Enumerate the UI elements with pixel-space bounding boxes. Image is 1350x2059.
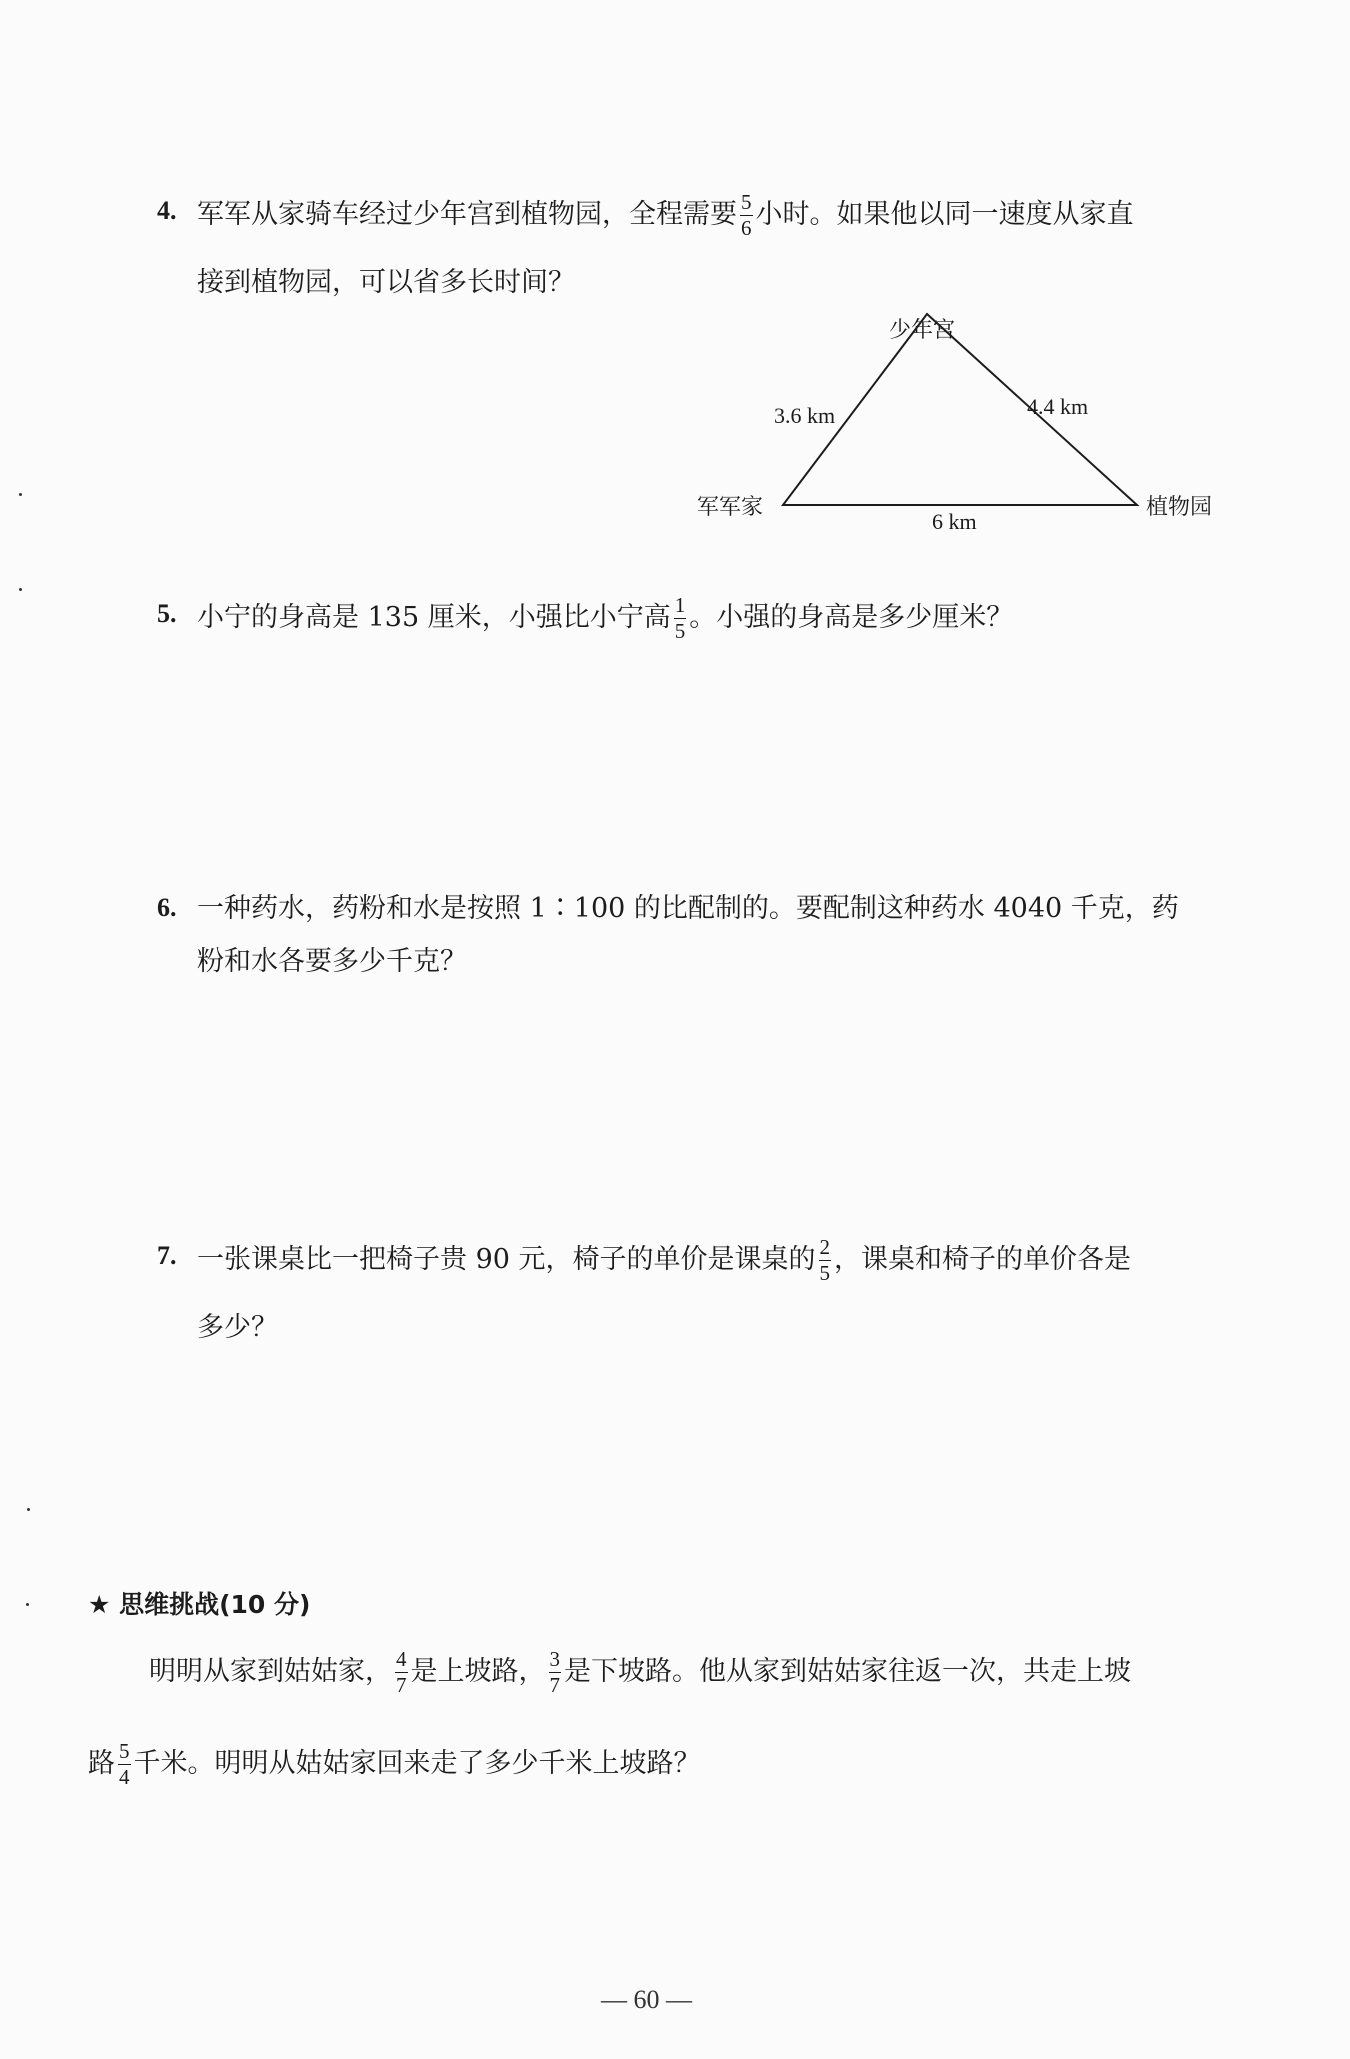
q4-line2: 接到植物园，可以省多长时间？ bbox=[197, 267, 575, 298]
q4-fraction: $\frac{5}{6}$ bbox=[741, 190, 752, 240]
challenge-heading: ★ 思维挑战(10 分) bbox=[88, 1590, 311, 1619]
challenge-fraction-2: $\frac{3}{7}$ bbox=[549, 1647, 560, 1697]
q5-fraction: $\frac{1}{5}$ bbox=[674, 593, 686, 643]
scan-dot bbox=[27, 1508, 30, 1511]
q5-text-a: 小宁的身高是 135 厘米，小强比小宁高 bbox=[197, 602, 671, 633]
q6-number: 6. bbox=[157, 893, 177, 922]
q4-number: 4. bbox=[157, 196, 177, 225]
q7-text-b: ，课桌和椅子的单价各是 bbox=[834, 1244, 1132, 1275]
q5-line1 bbox=[197, 595, 1013, 642]
q7-line2: 多少？ bbox=[197, 1312, 278, 1343]
label-side-left: 3.6 km bbox=[774, 403, 836, 428]
q5-text-b: 。小强的身高是多少厘米？ bbox=[689, 602, 1014, 633]
q5-number: 5. bbox=[157, 599, 177, 628]
scan-dot bbox=[19, 588, 22, 591]
page-number: — 60 — bbox=[601, 1985, 692, 2014]
label-botanical-garden: 植物园 bbox=[1146, 495, 1213, 520]
scan-dot bbox=[26, 1603, 29, 1606]
q6-line1: 一种药水，药粉和水是按照 1∶100 的比配制的。要配制这种药水 4040 千克，药 bbox=[197, 893, 1179, 924]
label-base: 6 km bbox=[932, 509, 977, 534]
q4-text-a: 军军从家骑车经过少年宫到植物园，全程需要 bbox=[197, 199, 737, 230]
label-home: 军军家 bbox=[697, 495, 764, 520]
q4-line1 bbox=[197, 192, 1134, 239]
label-side-right: 4.4 km bbox=[1027, 394, 1089, 419]
q7-text-a: 一张课桌比一把椅子贵 90 元，椅子的单价是课桌的 bbox=[197, 1244, 816, 1275]
scan-dot bbox=[19, 493, 22, 496]
q7-fraction: $\frac{2}{5}$ bbox=[819, 1235, 831, 1285]
challenge-fraction-3: $\frac{5}{4}$ bbox=[119, 1739, 130, 1789]
q7-line1 bbox=[197, 1237, 1131, 1284]
label-youth-palace: 少年宫 bbox=[889, 318, 956, 343]
q7-number: 7. bbox=[157, 1241, 177, 1270]
challenge-line1: 明明从家到姑姑家， $\frac{4}{7}$ 是上坡路， $\frac{3}{7}$ 是下坡路。他从家到姑姑家往返一次，共走上坡 bbox=[149, 1647, 1131, 1697]
q4-text-b: 小时。如果他以同一速度从家直 bbox=[755, 199, 1134, 230]
challenge-fraction-1: $\frac{4}{7}$ bbox=[396, 1647, 407, 1697]
q6-line2: 粉和水各要多少千克？ bbox=[197, 946, 467, 977]
challenge-line2: 路 $\frac{5}{4}$ 千米。明明从姑姑家回来走了多少千米上坡路？ bbox=[88, 1739, 701, 1789]
